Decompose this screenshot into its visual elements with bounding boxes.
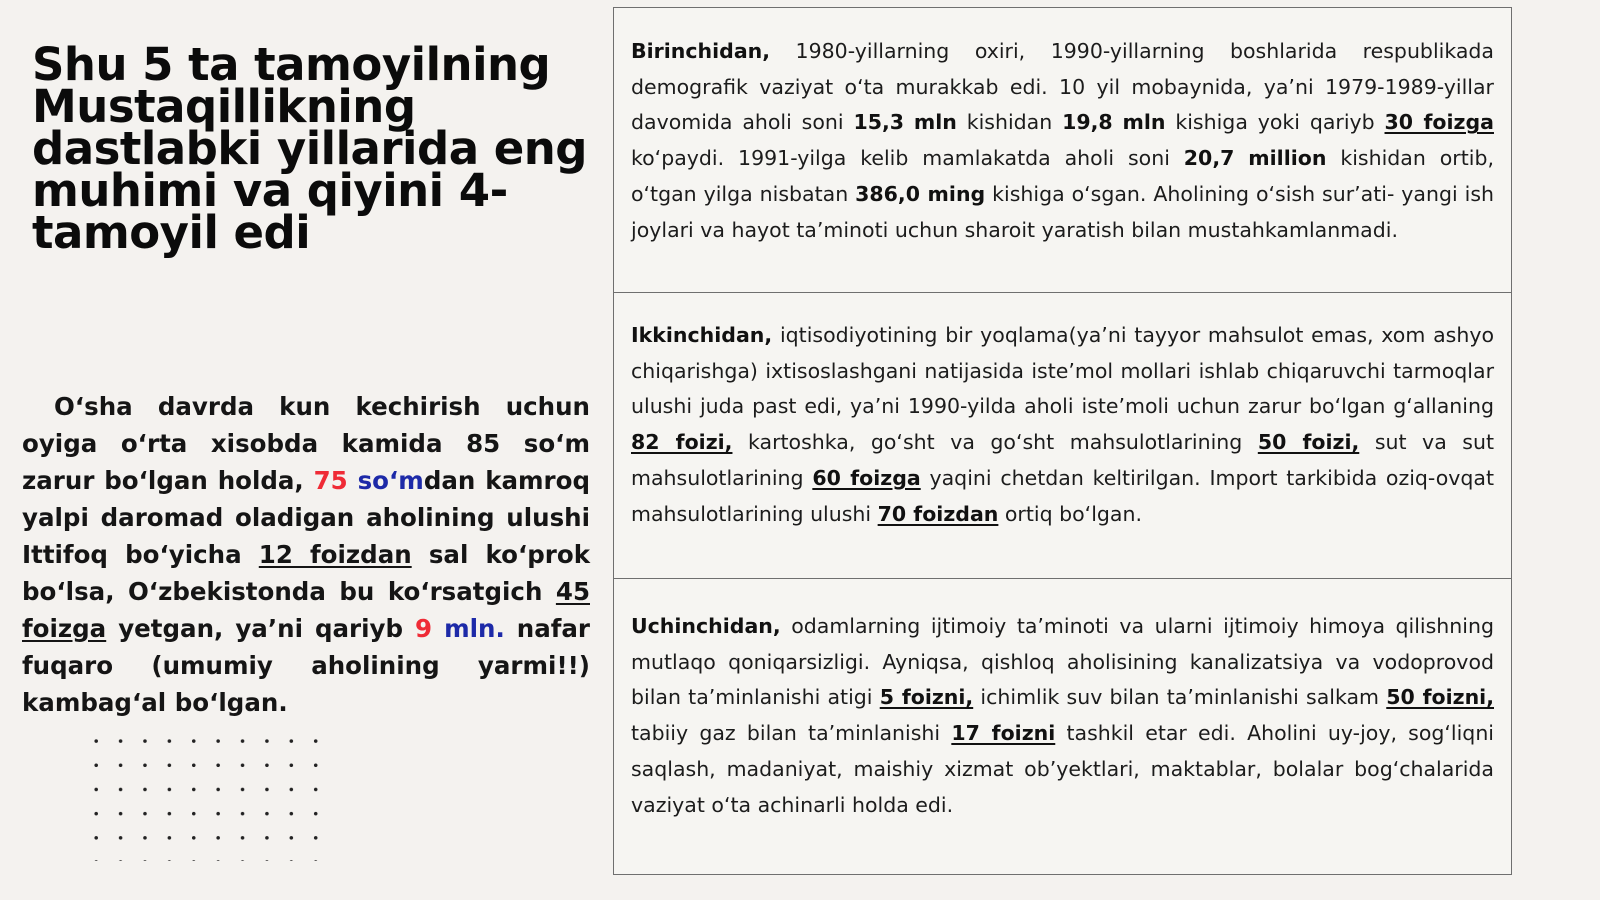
- text: sal ko‘prok bo‘lsa, O‘zbekistonda bu ko‘rsatgich: [22, 540, 590, 606]
- fact-paragraph: [631, 34, 1494, 248]
- highlight-number: 20,7: [1183, 146, 1235, 171]
- underlined-percent: 12 foizdan: [258, 540, 412, 569]
- text: sut va sut mahsulotlarining: [631, 430, 1494, 490]
- text: kartoshka, go‘sht va go‘sht mahsulotlarining: [732, 430, 1258, 455]
- text: ichimlik suv bilan ta’minlanishi salkam: [973, 685, 1387, 710]
- text: nafar fuqaro (umumiy aholining yarmi!!) kambag‘al bo‘lgan.: [22, 614, 591, 717]
- fact-box-first: [614, 8, 1511, 292]
- text: kishidan ortib, o‘tgan yilga nisbatan: [631, 146, 1494, 206]
- highlight-unit: million: [1248, 146, 1327, 171]
- highlight-unit: mln: [913, 110, 957, 135]
- text: ortiq bo‘lgan.: [998, 501, 1142, 526]
- fact-lead: Birinchidan,: [631, 39, 771, 63]
- text: 1980-yillarning oxiri, 1990-yillarning boshlarida respublikada demografik vaziyat o‘ta murakkab edi. 10 yil mobaynida, ya’ni 1979-1989-yillar davomida aholi soni: [631, 39, 1494, 135]
- text: kishiga yoki qariyb: [1165, 110, 1385, 135]
- text: odamlarning ijtimoiy ta’minoti va ularni ijtimoiy himoya qilishning mutlaqo qoniqarsizligi. Ayniqsa, qishloq aholisining kanalizatsiya va vodoprovod bilan ta’minlanishi atigi: [631, 614, 1494, 710]
- underlined-percent: 82 foizi,: [631, 430, 733, 455]
- text: ko‘paydi. 1991-yilga kelib mamlakatda aholi soni: [631, 146, 1184, 171]
- highlight-unit: mln: [1122, 110, 1166, 135]
- highlight-unit: so‘m: [357, 466, 424, 495]
- page-title: Shu 5 ta tamoyilning Mustaqillikning dastlabki yillarida eng muhimi va qiyini 4-tamoyil edi: [32, 38, 587, 259]
- underlined-percent: 45 foizga: [22, 577, 590, 643]
- fact-lead: Ikkinchidan,: [631, 323, 773, 347]
- underlined-percent: 60 foizga: [812, 465, 921, 490]
- highlight-number: 75: [313, 466, 348, 495]
- underlined-percent: 50 foizi,: [1257, 430, 1360, 455]
- highlight-unit: mln.: [444, 614, 505, 643]
- text: iqtisodiyotining bir yoqlama(ya’ni tayyor mahsulot emas, xom ashyo chiqarishga) ixtisoslashgani natijasida iste’mol mollari ishlab chiqaruvchi tarmoqlar ulushi juda past edi, ya’ni 1990-yilda aholi iste’moli uchun zarur bo‘lgan g‘allaning: [631, 323, 1494, 419]
- highlight-number: 19,8: [1062, 110, 1113, 135]
- fact-box-third: [614, 578, 1511, 874]
- underlined-percent: 17 foizni: [951, 721, 1056, 746]
- text: kishidan: [956, 110, 1063, 135]
- highlight-number: 9: [415, 614, 433, 643]
- text: O‘sha davrda kun kechirish uchun oyiga o‘rta xisobda kamida 85 so‘m zarur bo‘lgan holda,: [22, 392, 590, 495]
- text: yaqini chetdan keltirilgan. Import tarkibida oziq-ovqat mahsulotlarining ulushi: [631, 465, 1494, 526]
- poverty-paragraph: [22, 388, 590, 721]
- text: tashkil etar edi. Aholini uy-joy, sog‘liqni saqlash, madaniyat, maishiy xizmat ob’yektlari, maktablar, bolalar bog‘chalarida vaziyat o‘ta achinarli holda edi.: [631, 721, 1495, 817]
- highlight-number: 386,0 ming: [855, 181, 986, 206]
- text: tabiiy gaz bilan ta’minlanishi: [631, 721, 952, 746]
- facts-panel: [613, 7, 1512, 875]
- underlined-percent: 70 foizdan: [877, 501, 999, 526]
- underlined-percent: 50 foizni,: [1386, 685, 1494, 710]
- fact-lead: Uchinchidan,: [631, 614, 781, 638]
- underlined-percent: 30 foizga: [1384, 110, 1494, 135]
- text: dan kamroq yalpi daromad oladigan aholining ulushi Ittifoq bo‘yicha: [22, 466, 590, 569]
- text: yetgan, ya’ni qariyb: [106, 614, 416, 643]
- text: kishiga o‘sgan. Aholining o‘sish sur’ati- yangi ish joylari va hayot ta’minoti uchun sharoit yaratish bilan mustahkamlanmadi.: [631, 181, 1494, 242]
- fact-box-second: [614, 292, 1511, 578]
- fact-paragraph: [631, 609, 1494, 823]
- dot-grid-decoration: [84, 729, 334, 861]
- highlight-number: 15,3: [853, 110, 905, 135]
- fact-paragraph: [631, 318, 1494, 532]
- underlined-percent: 5 foizni,: [879, 685, 974, 710]
